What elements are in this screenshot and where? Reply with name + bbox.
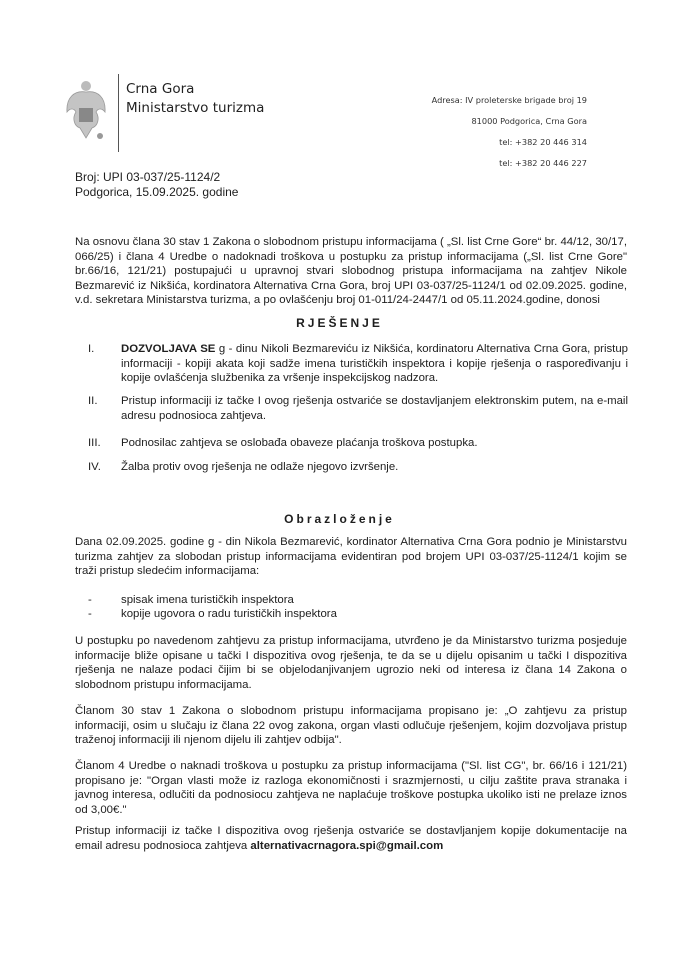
reasoning-paragraph: Dana 02.09.2025. godine g - din Nikola Bezmarević, kordinator Alternativa Crna Gora podnio je Ministarstvu turizma zahtjev za slobodan pristup informacijama evidentiran pod brojem UPI 03-037/25-1124/1 kojim se traži pristup sledećim informacijama: (75, 536, 627, 578)
item-text: Žalba protiv ovog rješenja ne odlaže njegovo izvršenje. (121, 461, 399, 473)
reasoning-paragraph (75, 824, 627, 853)
organization-name (126, 80, 264, 118)
item-number: III. (88, 437, 101, 449)
email-address: alternativacrnagora.spi@gmail.com (250, 839, 444, 852)
decision-title: RJEŠENJE (296, 316, 383, 330)
bullet-dash: - (88, 594, 92, 606)
phone-line: tel: +382 20 446 227 (499, 158, 587, 168)
item-text: Pristup informaciji iz tačke I ovog rješenja ostvariće se dostavljanjem elektronskim putem, na e-mail adresu podnosioca zahtjeva. (121, 395, 628, 422)
bullet-item (88, 593, 294, 608)
decision-item (88, 342, 628, 386)
bullet-item (88, 607, 337, 622)
item-number: IV. (88, 461, 101, 473)
address-line: Adresa: IV proleterske brigade broj 19 (431, 95, 587, 105)
decision-item (88, 436, 628, 451)
reasoning-paragraph: Članom 4 Uredbe o naknadi troškova u postupku za pristup informacijama ("Sl. list CG", br. 66/16 i 121/21) propisano je: "Organ vlasti može iz razloga ekonomičnosti i srazmjernosti, u cilju zaštite prava stranaka i javnog interesa, odlučiti da podnosiocu zahtjeva ne naplaćuje troškove postupka ukoliko isti ne prelaze iznos od 3,00€." (75, 760, 627, 816)
coat-of-arms-icon (64, 78, 108, 148)
decision-item (88, 394, 628, 423)
closing-text: Pristup informaciji iz tačke I dispozitiva ovog rješenja ostvariće se dostavljanjem kopije dokumentacije na email adresu podnosioca zahtjeva (75, 825, 627, 852)
item-number: I. (88, 343, 95, 355)
ministry-name: Ministarstvo turizma (126, 100, 265, 116)
reasoning-paragraph: U postupku po navedenom zahtjevu za pristup informacijama, utvrđeno je da Ministarstvo turizma posjeduje informacije bliže opisane u tački I dispozitiva ovog rješenja, te da se u dijelu opisanim u tački I dispozitiva rješenja ne nalaze podaci čijim bi se objelodanjivanjem ugrozio neki od interesa iz člana 14 Zakona o slobodnom pristupu informacijama. (75, 635, 627, 691)
bullet-text: spisak imena turističkih inspektora (121, 594, 294, 606)
intro-paragraph: Na osnovu člana 30 stav 1 Zakona o slobodnom pristupu informacijama ( „Sl. list Crne Gore“ br. 44/12, 30/17, 066/25) i člana 4 Uredbe o nadoknadi troškova u postupku za pristup informacijama („Sl. list Crne Gore" br.66/16, 121/21) postupajući u upravnoj stvari slobodnog pristupa informacijama na zahtjev Nikole Bezmarević iz Nikšića, kordinatora Alternativa Crna Gora, broj UPI 03-037/25-1124/1 od 02.09.2025. godine, v.d. sekretara Ministarstva turizma, a po ovlašćenju broj 01-011/24-2447/1 od 05.11.2024.godine, donosi (75, 236, 627, 307)
item-text: g - dinu Nikoli Bezmareviću iz Nikšića, kordinatoru Alternativa Crna Gora, pristup informaciji - kopiji akata koji sadže imena turističkih inspektora i kopije rješenja o raspoređivanju i kopije ovlašćenja službenika za vršenje inspekcijskog nadzora. (121, 343, 629, 385)
document-number: Broj: UPI 03-037/25-1124/2 (75, 170, 221, 184)
decision-item (88, 460, 628, 475)
reasoning-paragraph: Članom 30 stav 1 Zakona o slobodnom pristupu informacijama propisano je: „O zahtjevu za pristup informaciji, osim u slučaju iz člana 22 ovog zakona, organ vlasti odlučuje rješenjem, kojim dozvoljava pristup traženoj informaciji ili njenom dijelu ili zahtjev odbija". (75, 705, 627, 747)
document-place-date: Podgorica, 15.09.2025. godine (75, 185, 239, 199)
header-divider (118, 74, 119, 152)
item-number: II. (88, 395, 98, 407)
document-meta (75, 170, 238, 200)
item-text: Podnosilac zahtjeva se oslobađa obaveze plaćanja troškova postupka. (121, 437, 478, 449)
country-name: Crna Gora (126, 81, 195, 97)
address-line: 81000 Podgorica, Crna Gora (471, 116, 587, 126)
bullet-text: kopije ugovora o radu turističkih inspektora (121, 608, 337, 620)
bullet-dash: - (88, 608, 92, 620)
address-block (432, 90, 587, 174)
item-bold: DOZVOLJAVA SE (121, 343, 216, 355)
reasoning-title: Obrazloženje (284, 512, 395, 526)
phone-line: tel: +382 20 446 314 (499, 137, 587, 147)
